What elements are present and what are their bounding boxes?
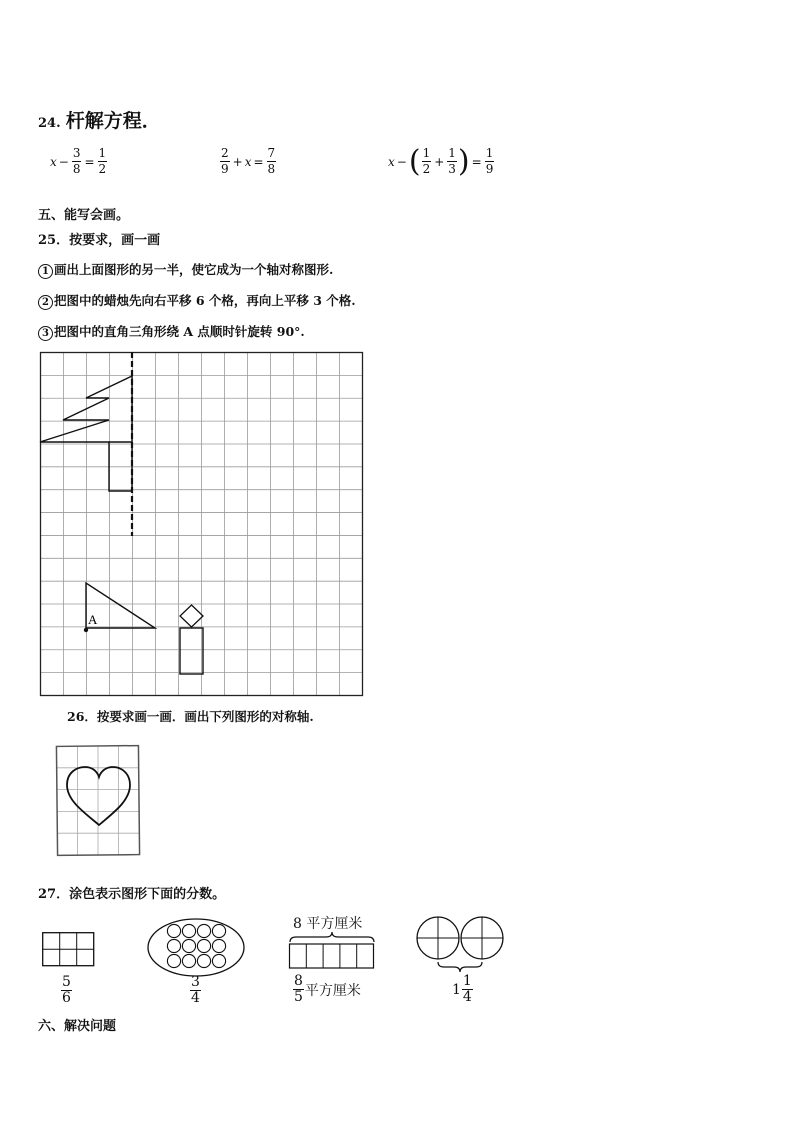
fig4-mixed-number (452, 974, 474, 1005)
small-circle (197, 939, 210, 952)
eq1-var: x (50, 154, 57, 169)
eq2-frac1: $\frac{2}{9}$ (221, 146, 229, 176)
small-circle (167, 954, 180, 967)
fig3-unit: 平方厘米 (304, 982, 361, 999)
small-circle (212, 939, 225, 952)
eq3-frac2: $\frac{1}{3}$ (448, 146, 456, 176)
small-circle (197, 954, 210, 967)
heart-shape (67, 767, 130, 825)
q25-item-1 (38, 260, 333, 279)
small-circle (182, 939, 195, 952)
tree-half-shape (109, 375, 132, 491)
fig3-denominator: 5 (294, 989, 303, 1005)
q24-number: 24. (38, 116, 61, 131)
fig3-bar (290, 944, 374, 968)
fig4-denominator: 4 (462, 989, 472, 1005)
q25-title: 25．按要求，画一画 (38, 233, 161, 248)
fig3-fraction-label (292, 974, 361, 1005)
section-5-heading: 五、能写会画。 (38, 208, 130, 223)
small-circle (212, 924, 225, 937)
fig3-top-brace (290, 932, 374, 942)
eq3-frac3: $\frac{1}{9}$ (485, 146, 494, 176)
heart-grid-figure (55, 745, 141, 857)
point-a-dot (84, 628, 88, 632)
fig1-denominator: 6 (62, 990, 71, 1006)
circled-number-2: 2 (38, 295, 53, 310)
fig3-top-label: 8 平方厘米 (293, 916, 363, 932)
q27-title: 27．涂色表示图形下面的分数。 (38, 887, 226, 902)
circled-number-3: 3 (38, 326, 53, 341)
section-6-heading: 六、解决问题 (38, 1019, 117, 1034)
small-circle (167, 939, 180, 952)
eq3-left-paren: ( (408, 143, 421, 179)
fig1-rectangle-grid (42, 932, 95, 967)
q25-item-1-text: 画出上面图形的另一半，使它成为一个轴对称图形. (54, 262, 334, 277)
q25-item-2-text: 把图中的蜡烛先向右平移 6 个格，再向上平移 3 个格. (54, 293, 356, 308)
fig1-fraction (60, 974, 73, 1006)
fig3-brace-and-bar (288, 930, 376, 970)
q25-item-3 (38, 322, 305, 341)
eq1-op: − (58, 154, 69, 169)
small-circle (197, 924, 210, 937)
eq2-equals: = (253, 154, 264, 169)
equation-2 (219, 146, 277, 177)
heart-grid-lines (57, 746, 139, 855)
fig2-fraction (189, 974, 202, 1006)
eq1-frac1: $\frac{3}{8}$ (72, 146, 81, 176)
eq1-frac2: $\frac{1}{2}$ (98, 146, 107, 176)
small-circle (212, 954, 225, 967)
q25-grid-figure (40, 352, 364, 697)
fig3-numerator: 8 (294, 973, 303, 989)
fig4-two-circles (416, 916, 506, 974)
q25-item-3-text: 把图中的直角三角形绕 A 点顺时针旋转 90°. (54, 324, 305, 339)
eq2-op: + (232, 154, 243, 169)
fig4-bottom-brace (438, 962, 482, 972)
equation-1 (50, 146, 108, 177)
fig2-numerator: 3 (191, 974, 200, 990)
fig2-denominator: 4 (191, 990, 200, 1006)
small-circle (182, 924, 195, 937)
q24-heading (38, 106, 161, 133)
grid-lines (40, 352, 362, 695)
equation-3 (388, 143, 495, 179)
fig4-whole: 1 (452, 981, 461, 998)
fig2-oval-with-circles (147, 918, 245, 978)
eq3-right-paren: ) (457, 143, 470, 179)
point-a-label: A (88, 612, 98, 627)
eq3-op2: + (434, 154, 445, 169)
q24-title: 杆解方程． (65, 110, 161, 132)
candle-body (180, 628, 203, 674)
fig1-numerator: 5 (62, 974, 71, 990)
candle-flame (180, 605, 203, 627)
eq2-frac2: $\frac{7}{8}$ (267, 146, 276, 176)
eq3-var: x (388, 154, 395, 169)
tree-branches (40, 376, 132, 442)
eq3-equals: = (471, 154, 482, 169)
small-circle (182, 954, 195, 967)
small-circle (167, 924, 180, 937)
eq2-var: x (244, 154, 252, 169)
eq3-frac1: $\frac{1}{2}$ (422, 146, 431, 176)
eq1-equals: = (84, 154, 95, 169)
q26-title: 26．按要求画一画．画出下列图形的对称轴. (67, 709, 314, 724)
eq3-op1: − (396, 154, 407, 169)
circled-number-1: 1 (38, 264, 53, 279)
fig4-numerator: 1 (462, 973, 472, 989)
q25-item-2 (38, 291, 356, 310)
